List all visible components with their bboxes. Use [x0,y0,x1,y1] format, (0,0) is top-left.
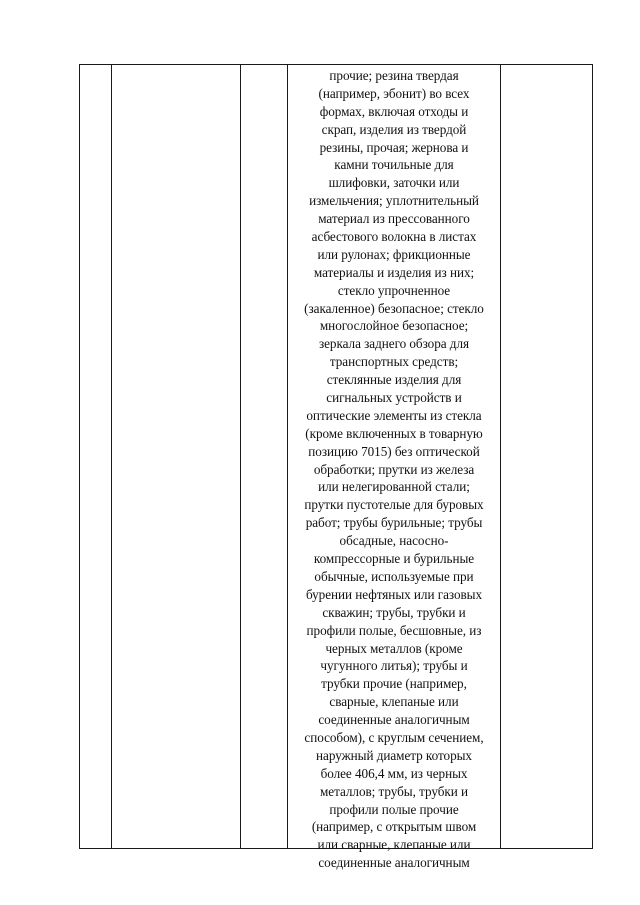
column-divider-1 [111,65,112,848]
text-line: транспортных средств; [329,354,459,370]
text-line: скрап, изделия из твердой [321,121,467,137]
text-line: или сварные, клепаные или [317,837,471,853]
text-line: (кроме включенных в товарную [305,425,483,441]
text-line: сварные, клепаные или [329,694,459,710]
text-line: зеркала заднего обзора для [318,336,470,352]
text-line: обычные, используемые при [314,568,474,584]
text-line: оптические элементы из стекла [306,407,482,423]
text-line: позицию 7015) без оптической [308,443,480,459]
text-line: или рулонах; фрикционные [317,246,471,262]
description-cell [288,67,500,871]
text-line: материалы и изделия из них; [313,264,475,280]
column-divider-2 [240,65,241,848]
text-line: трубки прочие (например, [321,676,467,692]
text-line: шлифовки, заточки или [328,175,460,191]
text-line: прочие; резина твердая [329,68,459,83]
text-line: материал из прессованного [318,211,470,227]
text-line: соединенные аналогичным [318,855,470,871]
text-line: способом), с круглым сечением, [304,729,484,745]
text-line: (закаленное) безопасное; стекло [304,300,484,316]
table [79,64,593,871]
text-line: сигнальных устройств и [326,390,462,406]
text-line: компрессорные и бурильные [313,551,475,567]
text-line: металлов; трубы, трубки и [319,783,468,799]
text-line: камни точильные для [334,157,454,173]
text-line: работ; трубы бурильные; трубы [305,515,483,531]
text-line: стеклянные изделия для [326,372,462,388]
text-line: скважин; трубы, трубки и [322,604,466,620]
description-text [288,67,500,872]
text-line: резины, прочая; жернова и [319,139,469,155]
text-line: стекло упрочненное [337,282,451,298]
column-divider-4 [500,65,501,848]
text-line: многослойное безопасное; [319,318,469,334]
text-line: асбестового волокна в листах [311,229,477,245]
text-line: обсадные, насосно- [339,533,449,549]
text-line: обработки; прутки из железа [313,461,475,477]
text-line: бурении нефтяных или газовых [305,586,483,602]
text-line: профили полые, бесшовные, из [306,622,482,638]
text-line: (например, с открытым швом [311,819,477,835]
text-line: формах, включая отходы и [319,103,469,119]
text-line: черных металлов (кроме [325,640,463,656]
text-line: прутки пустотелые для буровых [304,497,484,513]
text-line: (например, эбонит) во всех [318,85,470,101]
text-line: или нелегированной стали; [318,479,470,495]
text-line: измельчения; уплотнительный [309,193,479,209]
text-line: соединенные аналогичным [318,712,470,728]
text-line: профили полые прочие [329,801,459,817]
text-line: более 406,4 мм, из черных [320,765,468,781]
text-line: наружный диаметр которых [316,747,472,763]
text-line: чугунного литья); трубы и [320,658,468,674]
